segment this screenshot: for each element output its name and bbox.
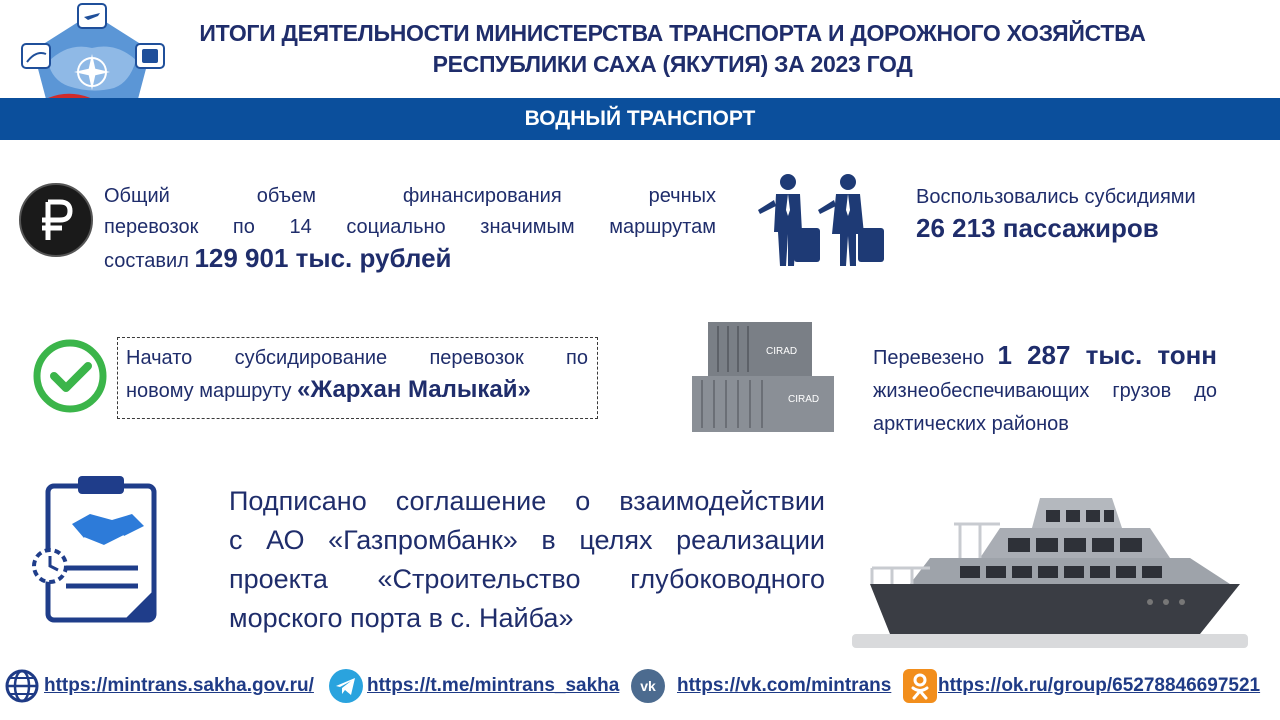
- funding-prefix: составил: [104, 250, 195, 272]
- containers-icon: [688, 318, 838, 436]
- telegram-link[interactable]: https://t.me/mintrans_sakha: [367, 675, 620, 696]
- agreement-line-2: с АО «Газпромбанк» в целях реализации: [229, 525, 825, 555]
- checkmark-icon: [32, 338, 108, 414]
- funding-line-3: [104, 243, 716, 277]
- route-line-1: Начато субсидирование перевозок по: [126, 347, 588, 369]
- ok-link[interactable]: https://ok.ru/group/65278846697521: [938, 675, 1261, 696]
- funding-line-1: Общий объем финансирования речных: [104, 185, 716, 207]
- ok-icon: [902, 668, 938, 704]
- ship-icon: [850, 484, 1250, 656]
- agreement-line-1: Подписано соглашение о взаимодействии: [229, 486, 825, 516]
- cargo-prefix: Перевезено: [873, 347, 998, 369]
- cargo-line-1: [873, 339, 1217, 375]
- globe-icon: [4, 668, 40, 704]
- funding-text: [104, 181, 716, 277]
- ruble-icon: [18, 182, 94, 258]
- funding-line-2: перевозок по 14 социально значимым маршрутам: [104, 216, 716, 238]
- svg-text:vk: vk: [640, 678, 656, 694]
- page-title: [180, 18, 1165, 80]
- section-title: ВОДНЫЙ ТРАНСПОРТ: [524, 107, 756, 130]
- site-link[interactable]: https://mintrans.sakha.gov.ru/: [44, 675, 314, 696]
- funding-amount: 129 901 тыс. рублей: [194, 243, 452, 273]
- container-label-bottom: CIRAD: [788, 394, 820, 405]
- telegram-icon: [328, 668, 364, 704]
- container-label-top: CIRAD: [766, 346, 798, 357]
- cargo-line-3: арктических районов: [873, 413, 1069, 435]
- cargo-line-2: жизнеобеспечивающих грузов до: [873, 380, 1217, 402]
- agreement-line-4: морского порта в с. Найба»: [229, 603, 574, 633]
- passengers-label: Воспользовались субсидиями: [916, 186, 1196, 208]
- agreement-text: [229, 482, 825, 638]
- route-line-2: [126, 374, 588, 407]
- vk-link[interactable]: https://vk.com/mintrans: [677, 675, 892, 696]
- agreement-line-3: проекта «Строительство глубоководного: [229, 564, 825, 594]
- cargo-amount: 1 287 тыс. тонн: [997, 340, 1217, 370]
- vk-icon: [630, 668, 666, 704]
- passengers-count: 26 213 пассажиров: [916, 213, 1159, 243]
- agreement-clipboard-icon: [28, 474, 160, 630]
- title-line-1: ИТОГИ ДЕЯТЕЛЬНОСТИ МИНИСТЕРСТВА ТРАНСПОРТА И ДОРОЖНОГО ХОЗЯЙСТВА: [199, 20, 1146, 46]
- route-text: [126, 343, 588, 407]
- route-prefix: новому маршруту: [126, 380, 298, 402]
- passengers-text: [916, 182, 1236, 244]
- cargo-text: [873, 339, 1217, 441]
- route-name: «Жархан Малыкай»: [297, 376, 531, 403]
- passengers-icon: [752, 170, 892, 270]
- title-line-2: РЕСПУБЛИКИ САХА (ЯКУТИЯ) ЗА 2023 ГОД: [432, 51, 913, 77]
- section-band: [0, 98, 1280, 140]
